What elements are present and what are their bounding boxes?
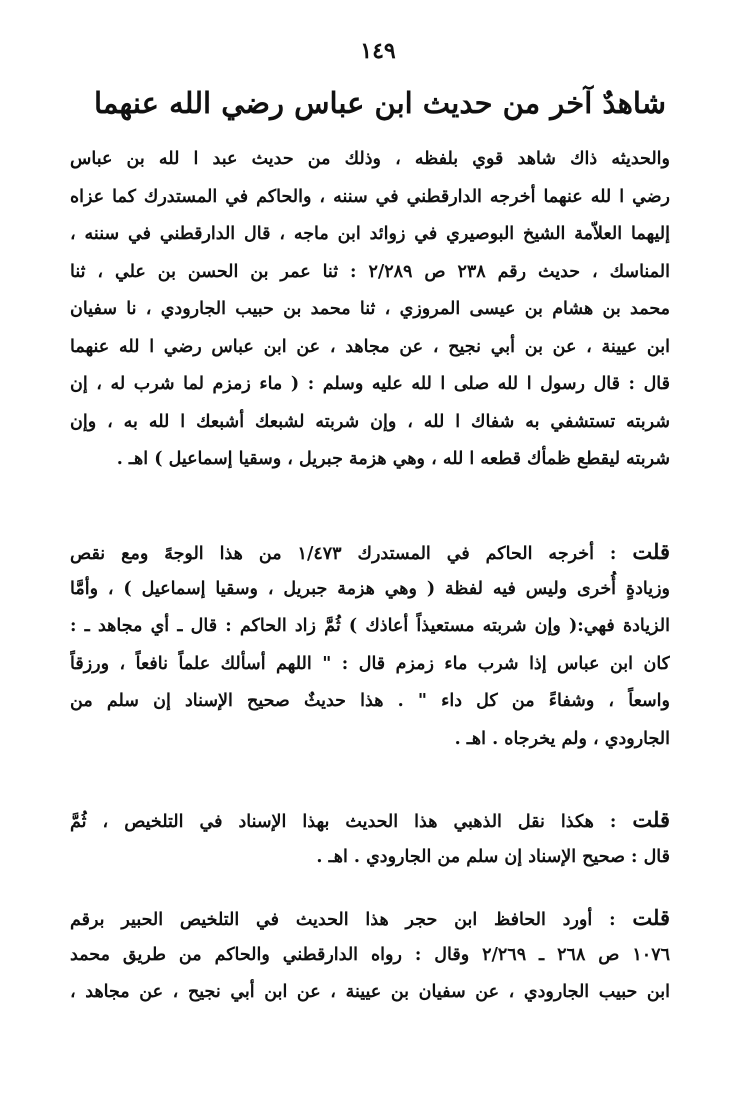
text-line: ١٠٧٦ ص ٢٦٨ ـ ٢/٢٦٩ وقال : رواه الدارقطني والحاكم من طريق محمد	[70, 944, 670, 965]
paragraph-qult-dhahabi	[70, 801, 670, 876]
text-segment: : أورد الحافظ ابن حجر هذا الحديث في التلخيص الحبير برقم	[70, 910, 633, 930]
paragraph-qult-ibn-hajar	[70, 899, 670, 1012]
text-line: قال : قال رسول ا لله صلى ا لله عليه وسلم : ( ماء زمزم لما شرب له ، إن	[70, 374, 670, 394]
text-line: قال : صحيح الإسناد إن سلم من الجارودي . اهـ .	[316, 846, 670, 867]
text-line: الجارودي ، ولم يخرجاه . اهـ .	[454, 728, 670, 749]
qult-label: قلت	[632, 807, 670, 832]
text-line: إليهما العلاّمة الشيخ البوصيري في زوائد ابن ماجه ، قال الدارقطني في سننه ،	[70, 224, 670, 244]
text-line: محمد بن هشام بن عيسى المروزي ، ثنا محمد بن حبيب الجارودي ، نا سفيان	[70, 299, 670, 319]
qult-label: قلت	[632, 905, 670, 930]
qult-label: قلت	[632, 539, 670, 564]
text-line: واسعاً ، وشفاءً من كل داء " . هذا حديثٌ صحيح الإسناد إن سلم من	[70, 691, 670, 711]
text-line: رضي ا لله عنهما أخرجه الدارقطني في سننه ، والحاكم في المستدرك كما عزاه	[70, 186, 670, 207]
text-line: المناسك ، حديث رقم ٢٣٨ ص ٢/٢٨٩ : ثنا عمر بن الحسن بن علي ، ثنا	[70, 261, 670, 282]
text-line: شربته تستشفي به شفاك ا لله ، وإن شربته لشبعك أشبعك ا لله به ، وإن	[70, 411, 670, 432]
text-line	[70, 899, 670, 937]
paragraph-hadith-text	[70, 141, 670, 479]
text-line	[70, 801, 670, 839]
paragraph-qult-hakim	[70, 533, 670, 758]
text-line: وزيادةٍ أُخرى وليس فيه لفظة ( وهي هزمة جبريل ، وسقيا إسماعيل ) ، وأمَّا	[70, 578, 670, 599]
text-line: كان ابن عباس إذا شرب ماء زمزم قال : " اللهم أسألك علماً نافعاً ، ورزقاً	[70, 653, 670, 674]
text-line: ابن حبيب الجارودي ، عن سفيان بن عيينة ، عن ابن أبي نجيح ، عن مجاهد ،	[70, 982, 670, 1002]
text-segment: : هكذا نقل الذهبي هذا الحديث بهذا الإسناد في التلخيص ، ثُمَّ	[70, 812, 633, 832]
text-line: ابن عيينة ، عن بن أبي نجيح ، عن مجاهد ، عن ابن عباس رضي ا لله عنهما	[70, 336, 670, 357]
page-number: ١٤٩	[360, 38, 396, 64]
section-title: شاهدٌ آخر من حديث ابن عباس رضي الله عنهما	[93, 86, 667, 120]
text-line: الزيادة فهي:( وإن شربته مستعيذاً أعاذك ) ثُمَّ زاد الحاكم : قال ـ أي مجاهد ـ :	[70, 616, 670, 636]
text-line: والحديثه ذاك شاهد قوي بلفظه ، وذلك من حديث عبد ا لله بن عباس	[70, 149, 670, 169]
text-segment: : أخرجه الحاكم في المستدرك ١/٤٧٣ من هذا الوجهً ومع نقص	[70, 544, 633, 564]
text-line: شربته ليقطع ظمأك قطعه ا لله ، وهي هزمة جبريل ، وسقيا إسماعيل ) اهـ .	[116, 449, 670, 469]
text-line	[70, 533, 670, 571]
